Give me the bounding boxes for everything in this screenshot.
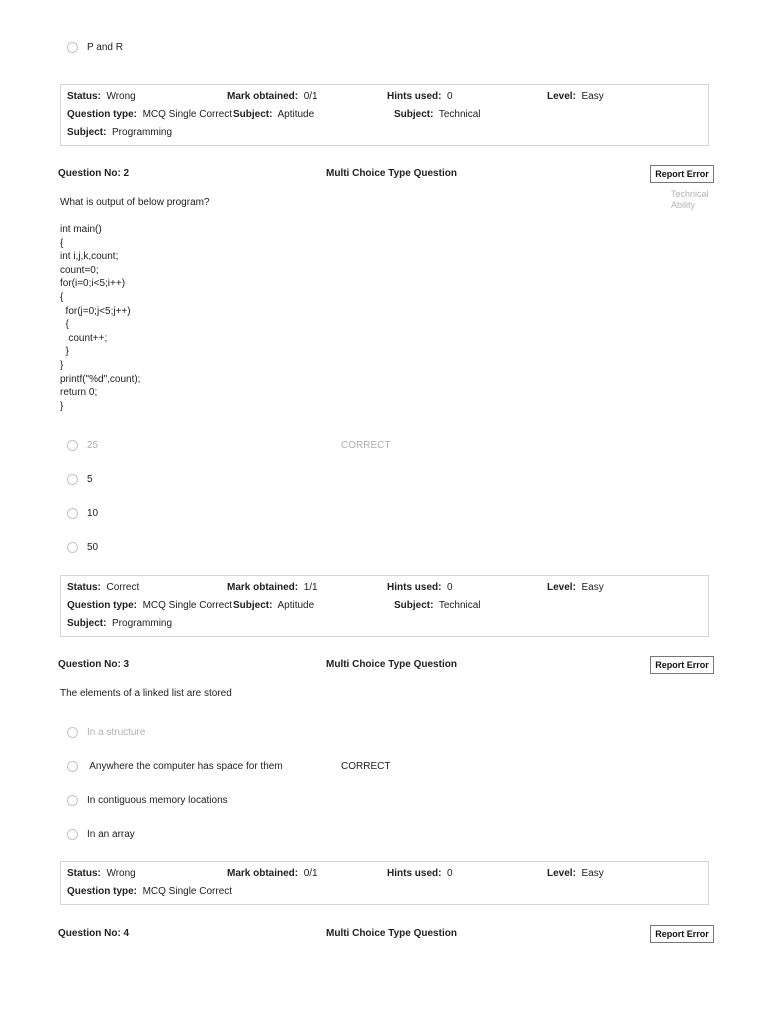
status-field: Status: Wrong [67,868,136,879]
option-radio[interactable] [67,42,78,53]
status-field: Status: Correct [67,582,140,593]
question-type-title: Multi Choice Type Question [326,659,457,670]
hints-field: Hints used: 0 [387,91,453,102]
subject-field: Subject: Aptitude [233,109,315,120]
level-field: Level: Easy [547,868,604,879]
option-radio[interactable] [67,795,78,806]
report-error-button[interactable]: Report Error [650,656,714,674]
correct-marker: CORRECT [341,761,391,772]
option-label: P and R [87,42,123,53]
question-type-field: Question type: MCQ Single Correct [67,886,233,897]
option-label: In contiguous memory locations [87,795,228,806]
option-radio[interactable] [67,474,78,485]
question-number: Question No: 4 [58,928,130,939]
option-radio[interactable] [67,542,78,553]
question-text: What is output of below program? [60,197,210,208]
option-label: 5 [87,474,93,485]
hints-field: Hints used: 0 [387,582,453,593]
question-number: Question No: 3 [58,659,130,670]
option-label: 10 [87,508,99,519]
question-number: Question No: 2 [58,168,130,179]
question-type-field: Question type: MCQ Single Correct [67,600,233,611]
level-field: Level: Easy [547,582,604,593]
status-panel [60,575,709,637]
option-radio[interactable] [67,440,78,451]
subject-field: Subject: Programming [67,127,173,138]
subject-field: Subject: Technical [394,600,481,611]
hints-field: Hints used: 0 [387,868,453,879]
mark-field: Mark obtained: 0/1 [227,868,318,879]
option-radio[interactable] [67,727,78,738]
option-radio[interactable] [67,508,78,519]
option-radio[interactable] [67,761,78,772]
question-type-title: Multi Choice Type Question [326,168,457,179]
question-text: The elements of a linked list are stored [60,688,232,699]
subject-field: Subject: Technical [394,109,481,120]
subject-field: Subject: Programming [67,618,173,629]
option-radio[interactable] [67,829,78,840]
option-label: In an array [87,829,135,840]
option-label: Anywhere the computer has space for them [87,761,283,772]
status-panel [60,84,709,146]
correct-marker: CORRECT [341,440,391,451]
code-block: int main() { int i,j,k,count; count=0; for(i=0;i<5;i++) { for(j=0;j<5;j++) { count++; } } printf("%d",count); return 0; } [60,224,141,412]
mark-field: Mark obtained: 0/1 [227,91,318,102]
question-type-title: Multi Choice Type Question [326,928,457,939]
subject-field: Subject: Aptitude [233,600,315,611]
level-field: Level: Easy [547,91,604,102]
topic-tag: Technical Ability [671,189,709,210]
status-field: Status: Wrong [67,91,136,102]
report-error-button[interactable]: Report Error [650,925,714,943]
option-label: 25 [87,440,99,451]
option-label: 50 [87,542,99,553]
status-panel [60,861,709,905]
question-type-field: Question type: MCQ Single Correct [67,109,233,120]
report-error-button[interactable]: Report Error [650,165,714,183]
mark-field: Mark obtained: 1/1 [227,582,318,593]
option-label: In a structure [87,727,146,738]
